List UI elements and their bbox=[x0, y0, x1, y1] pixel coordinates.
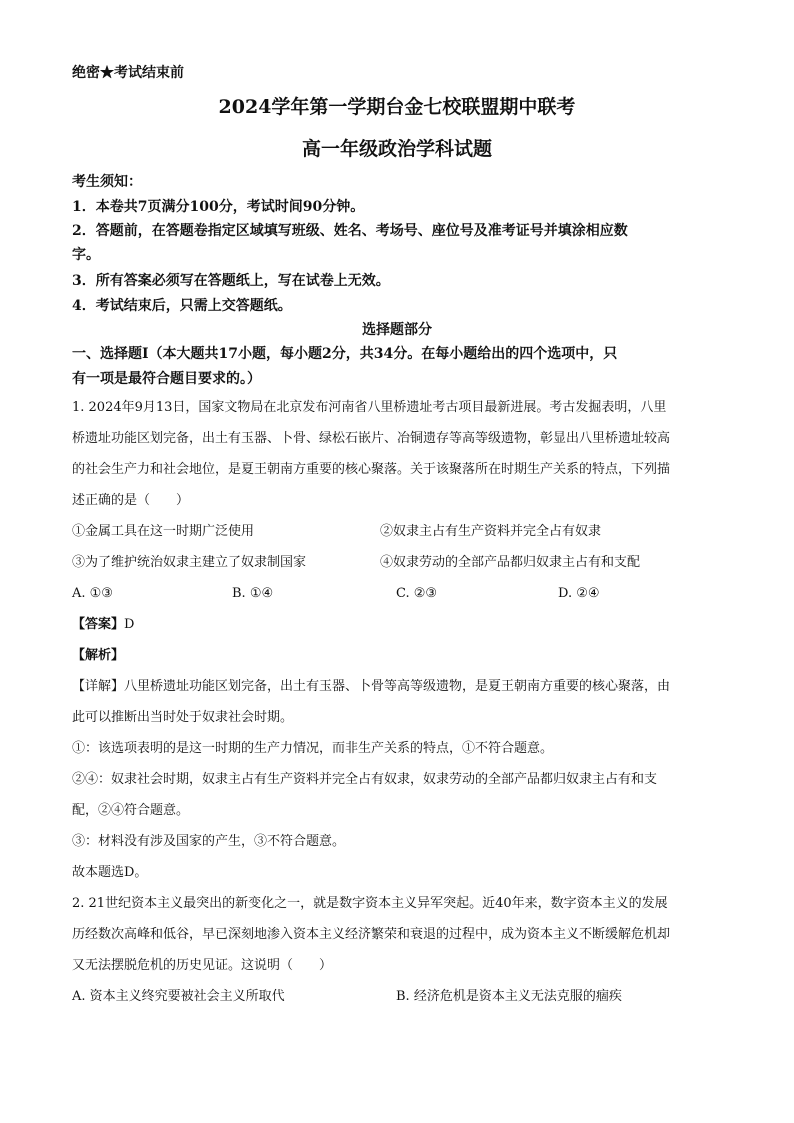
notice-item: 字。 bbox=[72, 247, 100, 263]
exam-subtitle: 高一年级政治学科试题 bbox=[301, 138, 492, 160]
q1-statement: ③为了维护统治奴隶主建立了奴隶制国家 bbox=[72, 555, 307, 570]
notice-heading: 考生须知： bbox=[72, 174, 142, 190]
q2-stem-line: 2. 21世纪资本主义最突出的新变化之一，就是数字资本主义异军突起。近40年来，数字资本主义的发展 bbox=[72, 896, 668, 911]
exam-title: 2024学年第一学期台金七校联盟期中联考 bbox=[218, 96, 576, 118]
notice-item: 3．所有答案必须写在答题纸上，写在试卷上无效。 bbox=[72, 273, 390, 289]
q1-choice: D. ②④ bbox=[558, 586, 600, 601]
q1-stem-line: 述正确的是（ ） bbox=[72, 493, 190, 508]
q2-stem-line: 又无法摆脱危机的历史见证。这说明（ ） bbox=[72, 958, 333, 973]
secret-label: 绝密★考试结束前 bbox=[72, 65, 184, 81]
section-instruction: 一、选择题Ⅰ（本大题共17小题，每小题2分，共34分。在每小题给出的四个选项中，只 bbox=[72, 346, 618, 362]
q1-detail-line: ①：该选项表明的是这一时期的生产力情况，而非生产关系的特点，①不符合题意。 bbox=[72, 741, 554, 756]
q1-statement: ①金属工具在这一时期广泛使用 bbox=[72, 524, 255, 539]
q1-detail-line: 此可以推断出当时处于奴隶社会时期。 bbox=[72, 710, 294, 725]
q2-choice: A. 资本主义终究要被社会主义所取代 bbox=[72, 989, 285, 1004]
q1-stem-line: 的社会生产力和社会地位，是夏王朝南方重要的核心聚落。关于该聚落所在时期生产关系的特点，下列描 bbox=[72, 462, 671, 477]
notice-item: 1．本卷共7页满分100分，考试时间90分钟。 bbox=[72, 199, 365, 215]
q1-detail-line: 配，②④符合题意。 bbox=[72, 803, 190, 818]
q1-detail-line: ②④：奴隶社会时期，奴隶主占有生产资料并完全占有奴隶，奴隶劳动的全部产品都归奴隶主占有和支 bbox=[72, 772, 658, 787]
q1-stem-line: 1. 2024年9月13日，国家文物局在北京发布河南省八里桥遗址考古项目最新进展。考古发掘表明，八里 bbox=[72, 400, 667, 415]
q1-statement: ②奴隶主占有生产资料并完全占有奴隶 bbox=[380, 524, 602, 539]
notice-item: 2．答题前，在答题卷指定区域填写班级、姓名、考场号、座位号及准考证号并填涂相应数 bbox=[72, 223, 628, 239]
q1-answer bbox=[72, 618, 134, 631]
q2-stem-line: 历经数次高峰和低谷，早已深刻地渗入资本主义经济繁荣和衰退的过程中，成为资本主义不断缓解危机却 bbox=[72, 927, 671, 942]
q1-choice: A. ①③ bbox=[72, 586, 113, 601]
q1-detail-line: 故本题选D。 bbox=[72, 865, 148, 880]
answer-tag: 【答案】 bbox=[72, 617, 125, 632]
q2-choice: B. 经济危机是资本主义无法克服的痼疾 bbox=[396, 989, 622, 1004]
q1-choice: C. ②③ bbox=[396, 586, 438, 601]
analysis-tag: 【解析】 bbox=[72, 648, 125, 663]
section-title: 选择题部分 bbox=[362, 322, 432, 338]
q1-statement: ④奴隶劳动的全部产品都归奴隶主占有和支配 bbox=[380, 555, 641, 570]
section-instruction: 有一项是最符合题目要求的。） bbox=[72, 371, 261, 387]
q1-detail-line: ③：材料没有涉及国家的产生，③不符合题意。 bbox=[72, 834, 346, 849]
q1-detail-line: 【详解】八里桥遗址功能区划完备，出土有玉器、卜骨等高等级遗物，是夏王朝南方重要的核心聚落，由 bbox=[72, 679, 671, 694]
notice-item: 4．考试结束后，只需上交答题纸。 bbox=[72, 298, 292, 314]
answer-value: D bbox=[124, 617, 135, 632]
q1-choice: B. ①④ bbox=[232, 586, 274, 601]
q1-stem-line: 桥遗址功能区划完备，出土有玉器、卜骨、绿松石嵌片、冶铜遗存等高等级遗物，彰显出八里桥遗址较高 bbox=[72, 431, 671, 446]
